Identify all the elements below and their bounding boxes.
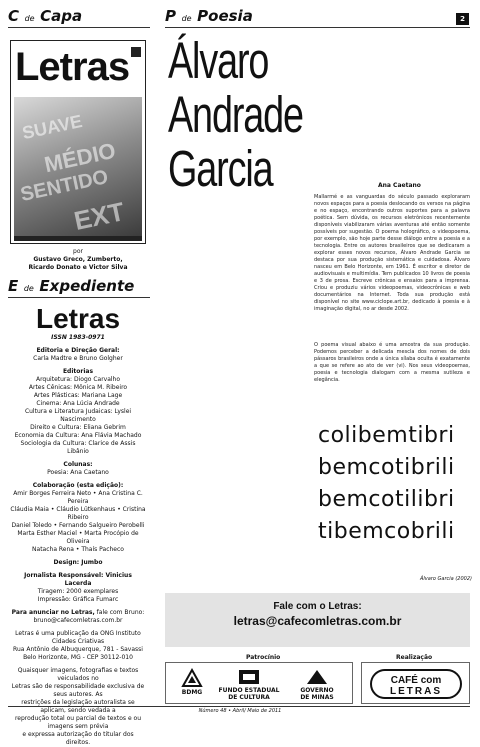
- contact-email[interactable]: letras@cafecomletras.com.br: [233, 614, 402, 628]
- sponsor-logos: [165, 662, 353, 704]
- disclaimer-line: Letras são de responsabilidade exclusiva de seus autores. As: [11, 683, 145, 698]
- poesia-rule: [165, 27, 470, 28]
- fundo-cultura-text-2: DE CULTURA: [228, 694, 270, 701]
- editoria-item: Economia da Cultura: Ana Flávia Machado: [14, 432, 142, 439]
- expediente-masthead: Letras: [35, 303, 121, 334]
- capa-section-heading: C de Capa: [8, 7, 83, 25]
- cover-photo-word: SENTIDO: [18, 166, 111, 207]
- caption-names: Gustavo Greco, Zumberto,: [33, 256, 123, 263]
- article-paragraph-1: Mallarmé e as vanguardas do século passado exploraram novos espaços para a poesia deslocando os versos na página e no espaço, encontrando outros suportes para a palavra poética. Sem dúvida, os recursos eletrônicos recentemente disponíveis viabilizaram várias aventuras até então somente possíveis por sugestão. O poema holográfico, o videopoema, por exemplo, são hoje parte desse diálogo entre a poesia e a tecnologia. Entre os autores brasileiros que se dedicaram a explorar esses novos recursos, Álvaro Andrade Garcia se destaca por sua produção sistemática e cuidadosa. Álvaro nasceu em Belo Horizonte, em 1961. É escritor e diretor de audiovisuais e multimídia. Tem publicados 10 livros de poesia e 3 de prosa. Escreve crônicas e ensaios para a imprensa. Criou e produziu vários videopoemas, videocrônicas e web documentários na Internet. Toda sua produção está disponível no site www.ciclope.art.br, dedicado à poesia e à imaginação digital, no ar desde 2002.: [314, 194, 470, 312]
- governo-minas-mark-icon: [306, 669, 328, 685]
- colab-item: Amir Borges Ferreira Neto • Ana Cristina C. Pereira: [13, 490, 143, 505]
- anunciar-email[interactable]: bruno@cafecomletras.com.br: [33, 617, 123, 624]
- pub-line: Letras é uma publicação da ONG Instituto Cidades Criativas: [15, 630, 141, 645]
- footer-issue: Número 48 • Abril/ Maio de 2011: [198, 708, 282, 714]
- editoria-item: Sociologia da Cultura: Clarice de Assis Libânio: [20, 440, 136, 455]
- fundo-cultura-logo: [218, 669, 280, 701]
- design-credit: Design: Jumbo: [53, 559, 103, 566]
- anunciar-rest: fale com Bruno:: [96, 609, 145, 616]
- poem-line: bemcotilibri: [318, 487, 455, 512]
- cover-thumbnail: [10, 40, 146, 244]
- governo-minas-text-1: GOVERNO: [300, 687, 334, 694]
- article-author: Ana Caetano: [378, 182, 421, 189]
- footer-rule: [8, 706, 470, 707]
- article-title-line-3: Garcia: [168, 140, 273, 197]
- cover-photo-word: EXT: [71, 196, 128, 236]
- poem-line: tibemcobrili: [318, 519, 455, 544]
- poem-line: colibemtibri: [318, 423, 455, 448]
- colab-item: Marta Esther Maciel • Marta Procópio de Oliveira: [17, 530, 139, 545]
- contact-box: [165, 593, 470, 647]
- cover-photo-word: SUAVE: [20, 110, 84, 144]
- poem-credit: Álvaro Garcia (2002): [420, 576, 472, 582]
- realizacao-logo-box: [361, 662, 470, 704]
- pub-line: Rua Antônio de Albuquerque, 781 - Savassi: [13, 646, 143, 653]
- expediente-rule: [8, 297, 150, 298]
- disclaimer-line: e expressa autorização do titular dos direitos.: [22, 731, 134, 746]
- editoria-item: Artes Cênicas: Mônica M. Ribeiro: [28, 384, 128, 391]
- fundo-cultura-text-1: FUNDO ESTADUAL: [218, 687, 280, 694]
- editoria-title: Editoria e Direção Geral:: [36, 347, 120, 354]
- expediente-block: [10, 304, 146, 747]
- tiragem: Tiragem: 2000 exemplares: [37, 588, 119, 595]
- colab-item: Cláudia Maia • Cláudio Lütkenhaus • Cristina Ribeiro: [10, 506, 146, 521]
- disclaimer-line: restrições da legislação autoralista se aplicam, sendo vedada a: [21, 699, 135, 714]
- bdmg-logo: [172, 669, 212, 696]
- cafe-logo-top: CAFÉ com: [390, 675, 442, 686]
- cover-photo: [14, 97, 142, 237]
- poem-line: bemcotibrili: [318, 455, 455, 480]
- cover-seal-icon: [131, 47, 141, 57]
- editoria-names: Carla Madtre e Bruno Golgher: [33, 355, 123, 362]
- bdmg-mark-icon: [182, 669, 202, 687]
- impressao: Impressão: Gráfica Fumarc: [37, 596, 119, 603]
- governo-minas-text-2: DE MINAS: [300, 694, 334, 701]
- poesia-section-heading: P de Poesia: [165, 7, 253, 25]
- patrocinio-label: Patrocínio: [246, 654, 281, 661]
- disclaimer-line: reprodução total ou parcial de textos e ou imagens sem prévia: [14, 715, 142, 730]
- article-title-line-2: Andrade: [168, 86, 303, 143]
- colunas-value: Poesia: Ana Caetano: [47, 469, 109, 476]
- fundo-cultura-mark-icon: [238, 669, 260, 685]
- caption-by: por: [73, 248, 83, 255]
- cover-info-strip: [14, 236, 142, 241]
- cover-caption: [10, 248, 146, 272]
- editorias-title: Editorias: [62, 368, 94, 375]
- editoria-item: Cultura e Literatura Judaicas: Lyslei Nascimento: [24, 408, 132, 423]
- colunas-title: Colunas:: [63, 461, 93, 468]
- colab-item: Natacha Rena • Thaís Pacheco: [32, 546, 124, 553]
- capa-rule: [8, 27, 150, 28]
- editoria-item: Direito e Cultura: Eliana Gebrim: [30, 424, 126, 431]
- bdmg-logo-text: BDMG: [181, 689, 203, 696]
- article-title-line-1: Álvaro: [168, 32, 269, 89]
- disclaimer-line: Quaisquer imagens, fotografias e textos veiculados no: [17, 667, 139, 682]
- cafe-com-letras-logo: [370, 669, 462, 699]
- pub-line: Belo Horizonte, MG - CEP 30112-010: [23, 654, 133, 661]
- editoria-item: Cinema: Ana Lúcia Andrade: [36, 400, 120, 407]
- colab-title: Colaboração (esta edição):: [32, 482, 124, 489]
- colab-item: Daniel Toledo • Fernando Salgueiro Perobelli: [11, 522, 145, 529]
- realizacao-label: Realização: [396, 654, 433, 661]
- editoria-item: Artes Plásticas: Mariana Lage: [33, 392, 123, 399]
- page-number: 2: [456, 13, 469, 25]
- cafe-logo-bottom: LETRAS: [390, 686, 442, 697]
- jornalista-credit: Jornalista Responsável: Vinicius Lacerda: [24, 572, 132, 587]
- contact-title: Fale com o Letras:: [273, 601, 362, 612]
- editoria-item: Arquitetura: Diogo Carvalho: [35, 376, 121, 383]
- caption-names-2: Ricardo Donato e Victor Silva: [28, 264, 128, 271]
- issn: ISSN 1983-0971: [51, 334, 105, 341]
- cover-masthead: Letras: [15, 45, 130, 89]
- expediente-section-heading: E de Expediente: [8, 277, 135, 295]
- governo-minas-logo: [286, 669, 348, 701]
- cover-photo-word: MÉDIO: [42, 137, 118, 178]
- article-paragraph-2: O poema visual abaixo é uma amostra da sua produção. Podemos perceber a delicada mescla dos nomes de dois pássaros brasileiros onde a única sílaba oculta é exatamente a que se refere ao ato de ver (vi). Nos seus videopoemas, poesia e tecnologia dialogam com a mesma sutileza e elegância.: [314, 342, 470, 383]
- anunciar-title: Para anunciar no Letras,: [11, 609, 95, 616]
